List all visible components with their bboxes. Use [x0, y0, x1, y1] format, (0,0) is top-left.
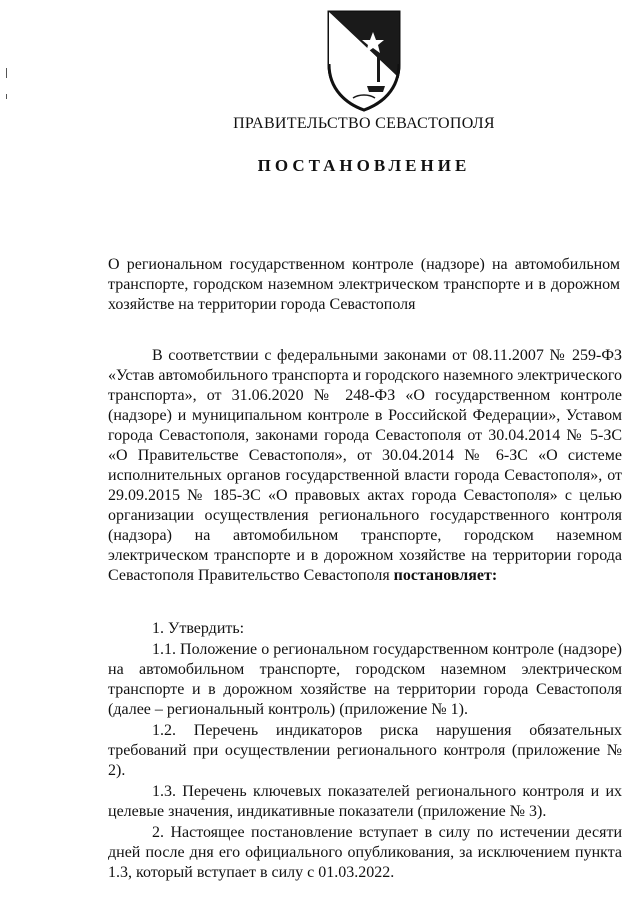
- coat-of-arms-emblem: [323, 6, 405, 112]
- preamble-text: В соответствии с федеральными законами от 08.11.2007 № 259-ФЗ «Устав автомобильного транспорта и городского наземного электрического транспорта», от 31.06.2020 № 248-ФЗ «О государственном контроле (надзоре) и муниципальном контроле в Российской Федерации», Уставом города Севастополя, законами города Севастополя от 30.04.2014 № 5-ЗС «О Правительстве Севастополя», от 30.04.2014 № 6-ЗС «О системе исполнительных органов государственной власти города Севастополя», от 29.09.2015 № 185-ЗС «О правовых актах города Севастополя» с целью организации осуществления регионального государственного контроля (надзора) на автомобильном транспорте, городском наземном электрическом транспорте и в дорожном хозяйстве на территории города Севастополя Правительство Севастополя: [108, 347, 622, 584]
- point-1-1: 1.1. Положение о региональном государственном контроле (надзоре) на автомобильном транспорте, городском наземном электрическом транспорте и в дорожном хозяйстве на территории города Севастополя (далее – региональный контроль) (приложение № 1).: [108, 641, 622, 718]
- issuer-title: ПРАВИТЕЛЬСТВО СЕВАСТОПОЛЯ: [233, 115, 495, 132]
- point-1: 1. Утвердить:: [152, 620, 245, 637]
- document-subject: О региональном государственном контроле (надзоре) на автомобильном транспорте, городском наземном электрическом транспорте и в дорожном хозяйстве на территории города Севастополя: [108, 256, 620, 313]
- point-1-2: 1.2. Перечень индикаторов риска нарушения обязательных требований при осуществлении регионального контроля (приложение № 2).: [108, 722, 622, 779]
- scan-edge-mark: [6, 94, 7, 99]
- point-1-3: 1.3. Перечень ключевых показателей регионального контроля и их целевые значения, индикативные показатели (приложение № 3).: [108, 783, 622, 820]
- document-type: ПОСТАНОВЛЕНИЕ: [257, 156, 471, 175]
- point-2: 2. Настоящее постановление вступает в силу по истечении десяти дней после дня его официального опубликования, за исключением пункта 1.3, который вступает в силу с 01.03.2022.: [108, 824, 622, 881]
- scan-edge-mark: [6, 68, 7, 78]
- preamble-paragraph: [108, 346, 622, 586]
- resolves-word: постановляет:: [393, 567, 498, 584]
- document-body: [108, 346, 622, 883]
